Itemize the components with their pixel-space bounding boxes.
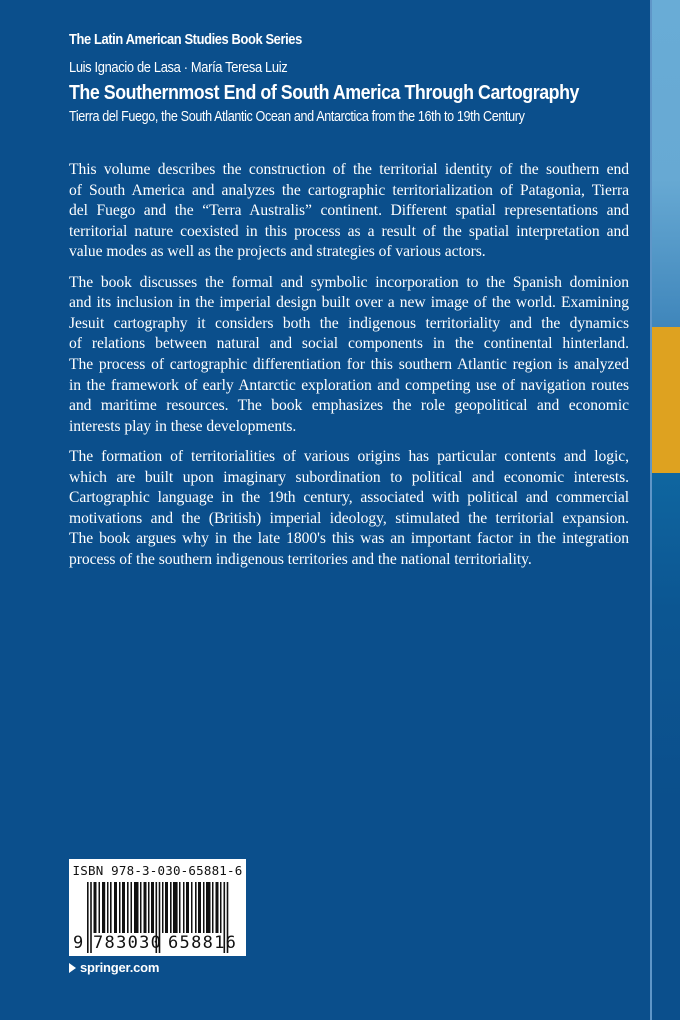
blurb-line: The book argues why in the late 1800's this was an important factor in the integration (69, 530, 629, 548)
series-title: The Latin American Studies Book Series (69, 31, 302, 48)
publisher-url[interactable]: springer.com (80, 960, 160, 975)
authors: Luis Ignacio de Lasa · María Teresa Luiz (69, 59, 288, 76)
book-subtitle: Tierra del Fuego, the South Atlantic Ocean and Antarctica from the 16th to 19th Century (69, 108, 525, 125)
blurb-line: The book discusses the formal and symbolic incorporation to the Spanish dominion (69, 273, 629, 291)
blurb-line: and maritime resources. The book emphasizes the role geopolitical and economic (69, 397, 629, 415)
blurb-line: of relations between natural and social components in the continental hinterland. (69, 335, 629, 353)
blurb-line: The formation of territorialities of various origins has particular contents and logic, (69, 447, 629, 465)
blurb-line: value modes as well as the projects and strategies of various actors. (69, 243, 486, 261)
blurb-line: del Fuego and the “Terra Australis” continent. Different spatial representations and (69, 202, 629, 220)
spine-light-band (652, 0, 680, 327)
spine-dark-band (652, 473, 680, 1020)
blurb-line: Cartographic language in the 19th century, associated with political and commercial (69, 489, 629, 507)
blurb-line: motivations and the (British) imperial ideology, stimulated the territorial expansion. (69, 509, 629, 527)
blurb (69, 160, 629, 580)
play-arrow-icon (69, 963, 76, 973)
blurb-line: which are built upon imaginary subordination to political and economic interests. (69, 468, 629, 486)
ean-right-group: 658816 (168, 933, 238, 953)
isbn-barcode (69, 859, 246, 956)
blurb-line: This volume describes the construction of the territorial identity of the southern end (69, 161, 629, 178)
blurb-paragraph-2 (69, 273, 629, 438)
blurb-line: interests play in these developments. (69, 417, 297, 435)
isbn-label: ISBN 978-3-030-65881-6 (72, 863, 243, 878)
blurb-line: process of the southern indigenous territories and the national territoriality. (69, 550, 532, 568)
blurb-line: in the framework of early Antarctic exploration and competing use of navigation routes (69, 376, 629, 394)
spine (652, 0, 680, 1020)
blurb-line: Jesuit cartography it considers both the indigenous territoriality and the dynamics (69, 314, 629, 332)
spine-accent-band (652, 327, 680, 473)
blurb-paragraph-1 (69, 160, 629, 263)
ean-left-group: 783030 (93, 933, 163, 953)
ean-first-digit: 9 (73, 933, 84, 953)
blurb-line: and its inclusion in the imperial design built over a new image of the world. Examining (69, 294, 629, 312)
blurb-line: of South America and analyzes the cartographic territorialization of Patagonia, Tierra (69, 181, 629, 199)
blurb-paragraph-3 (69, 447, 629, 571)
blurb-line: territorial nature coexisted in this process as a result of the spatial interpretation and (69, 222, 629, 240)
blurb-line: The process of cartographic differentiation for this southern Atlantic region is analyzed (69, 355, 629, 373)
publisher-link[interactable] (69, 960, 159, 975)
book-title: The Southernmost End of South America Through Cartography (69, 82, 579, 104)
